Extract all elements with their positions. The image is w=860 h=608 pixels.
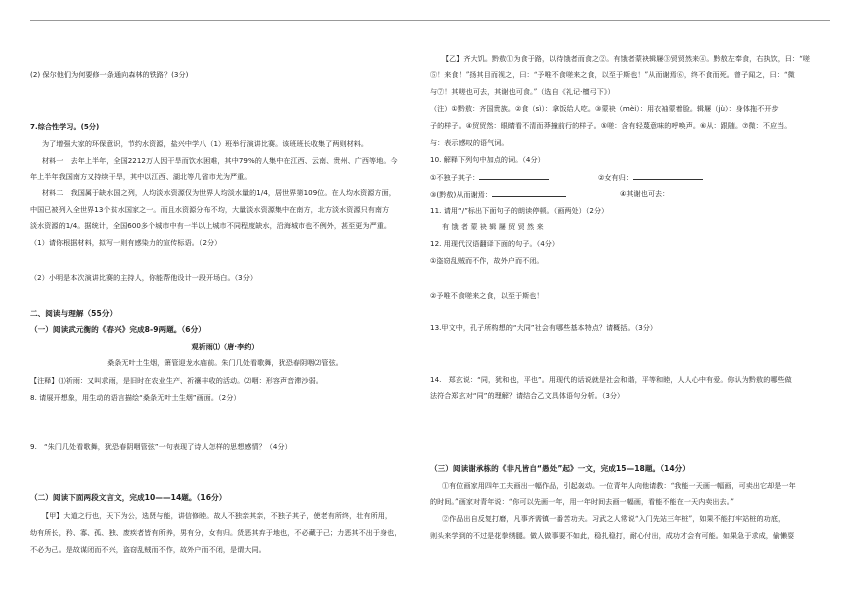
annotation-line-1: （注）①黔敖：齐国贵族。②食（sì）：拿饭给人吃。③蒙袂（mèi）：用衣袖蒙着脸。辑屦（jù）：身体拖不开步 xyxy=(430,104,779,113)
passage-jia-line-1: 【甲】大道之行也，天下为公，选贤与能，讲信修睦。故人不独亲其亲，不独子其子，使老有所终，壮有所用， xyxy=(42,511,393,520)
section-2-1-heading: （一）阅读武元衡的《春兴》完成8-9两题。（6分） xyxy=(30,325,206,334)
section-2-2-heading: （二）阅读下面两段文言文，完成10——14题。（16分） xyxy=(30,493,227,502)
question-10-item-1: ①不独子其子： xyxy=(430,172,549,183)
material-2-line-3: 淡水资源的1/4。据统计，全国600多个城市中有一半以上城市不同程度缺水，沿海城市也不例外，甚至更为严重。 xyxy=(30,221,392,230)
poem-note: 【注释】⑴祈雨：又叫求雨，是旧时在农业生产、祈禳丰收的活动。⑵咽：形容声音滞沙弱。 xyxy=(30,376,323,385)
section-3-heading: （三）阅读谢承栋的《非凡皆自“愚处”起》一文，完成15—18题。（14分） xyxy=(430,464,690,473)
annotation-line-3: 与：表示感叹的语气词。 xyxy=(430,138,509,147)
question-14-line-1: 14. 郑玄说：“同，犹和也，平也”。用现代的话说就是社会和谐，平等和睦，人人心中有爱。你认为黔敖的哪些做 xyxy=(430,375,792,384)
passage-jia-line-2: 幼有所长，矜、寡、孤、独、废疾者皆有所养，男有分，女有归。货恶其弃于地也，不必藏于己；力恶其不出于身也， xyxy=(30,528,402,537)
question-7-2: （2）小明是本次演讲比赛的主持人，你能帮他设计一段开场白。（3分） xyxy=(30,273,258,282)
question-9: 9. “朱门几处看歌舞，犹恐春阴咽管弦”一句表现了诗人怎样的思想感情？（4分） xyxy=(30,442,292,451)
question-14-line-2: 法符合郑玄对“同”的理解？请结合乙文具体语句分析。（3分） xyxy=(430,391,625,400)
paragraph-2-line-2: 则头来学到的不过是花拳绣腿。做人做事要不如此，稳扎稳打，耐心付出，成功才会有可能。如果急于求成，偷懒耍 xyxy=(430,531,795,540)
paragraph-2-line-1: ②作品出自反复打磨，凡事齐需镇一番苦功夫。习武之人常说“入门先站三年桩”，如果不能打牢站桩的功底， xyxy=(442,514,786,523)
paragraph-1-line-1: ①有位画家用四年工夫画出一幅作品，引起轰动。一位青年人向他请教：“我能一天画一幅画，可卖出它却是一年 xyxy=(442,481,796,490)
question-2: (2) 保尔他们为何要修一条通向森林的铁路？(3分) xyxy=(30,70,189,79)
poem-text: 桑条无叶土生烟，箫管迎龙水庙前。朱门几处看歌舞，犹恐春阴咽⑵管弦。 xyxy=(107,358,343,367)
passage-yi-line-3: 与⑦！其嗟也可去，其谢也可食。”（选自《礼记·檀弓下》） xyxy=(430,87,615,96)
answer-blank xyxy=(633,172,703,180)
question-11: 11. 请用“/”标出下面句子的朗读停顿。（画两处）（2分） xyxy=(430,206,609,215)
paragraph-1-line-2: 的时间。”画家对青年说：“你可以先画一年，用一年时间去画一幅画，看能不能在一天内卖出去。” xyxy=(430,497,734,506)
question-7-intro: 为了增强大家的环保意识，节约水资源，盐兴中学八（1）班举行演讲比赛。该班班长收集了两则材料。 xyxy=(42,139,369,148)
passage-yi-line-1: 【乙】齐大饥。黔敖①为食于路，以待饿者而食之②。有饿者蒙袂辑屦③贸贸然来④。黔敖左奉食，右执饮，曰：“嗟 xyxy=(442,54,811,63)
question-7-title: 7.综合性学习。(5分) xyxy=(30,122,100,131)
material-1-line-1: 材料一 去年上半年，全国2212万人因干旱而饮水困难，其中79%的人集中在江西、云南、贵州、广西等地。今 xyxy=(42,156,398,165)
left-column xyxy=(30,0,420,608)
question-10: 10. 解释下列句中加点的词。（4分） xyxy=(430,155,545,164)
material-1-line-2: 年上半年我国南方又持续干旱，其中以江西、湖北等几省市尤为严重。 xyxy=(30,172,252,181)
question-12-item-2: ②予唯不食嗟来之食，以至于斯也！ xyxy=(430,291,544,300)
question-12: 12. 用现代汉语翻译下面的句子。（4分） xyxy=(430,239,560,248)
answer-blank xyxy=(492,189,566,197)
question-8: 8. 请展开想象，用生动的语言描绘“桑条无叶土生烟”画面。（2分） xyxy=(30,393,241,402)
right-column xyxy=(430,0,820,608)
question-13: 13.甲文中，孔子所构想的“大同”社会有哪些基本特点？请概括。（3分） xyxy=(430,323,658,332)
passage-jia-line-3: 不必为己。是故谋闭而不兴，盗窃乱贼而不作，故外户而不闭，是谓大同。 xyxy=(30,545,266,554)
section-2-heading: 二、阅读与理解（55分） xyxy=(30,309,118,318)
annotation-line-2: 子的样子。④贸贸然：眼睛看不清而莽撞前行的样子。⑤嗟：含有轻蔑意味的呼唤声。⑥从：跟随。⑦微：不应当。 xyxy=(430,121,792,130)
answer-blank xyxy=(479,172,549,180)
poem-title: 观祈雨⑴（唐·李约） xyxy=(191,342,259,351)
question-12-item-1: ①盗窃乱贼而不作，故外户而不闭。 xyxy=(430,256,544,265)
passage-yi-line-2: ⑤！来食！”扬其目而视之，曰：“予唯不食嗟来之食，以至于斯也！”从而谢焉⑥，终不食而死。曾子闻之，曰：“微 xyxy=(430,70,795,79)
question-10-item-2: ②女有归： xyxy=(598,172,703,183)
question-10-item-3: ③(黔敖)从而谢焉： xyxy=(430,189,566,200)
question-7-1: （1）请你根据材料，拟写一则有感染力的宣传标语。（2分） xyxy=(30,238,222,247)
question-11-sentence: 有 饿 者 蒙 袂 辑 屦 贸 贸 然 来 xyxy=(442,222,544,231)
question-10-item-4: ④其谢也可去： xyxy=(620,189,670,198)
material-2-line-1: 材料二 我国属于缺水国之列，人均淡水资源仅为世界人均淡水量的1/4，居世界第109位。在人均水资源方面， xyxy=(42,188,396,197)
material-2-line-2: 中国已被列入全世界13个贫水国家之一。而且水资源分布不均，大量淡水资源集中在南方，北方淡水资源只有南方 xyxy=(30,205,390,214)
